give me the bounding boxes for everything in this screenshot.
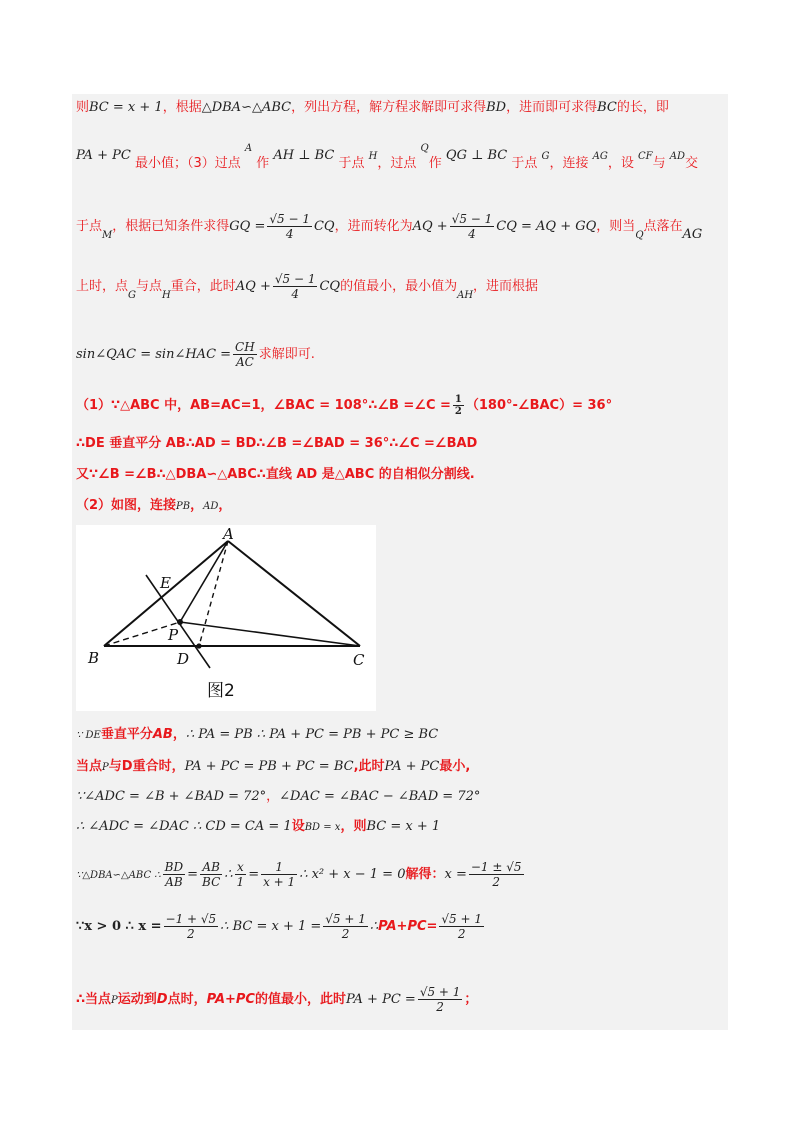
math-expr: A: [244, 143, 253, 154]
math-expr: CQ: [313, 219, 335, 234]
text: ，根据已知条件求得: [112, 219, 230, 234]
text: （2）如图，连接: [76, 498, 177, 513]
label-e: E: [160, 574, 171, 592]
text: 作: [256, 156, 270, 171]
text: 又∵∠B =∠B∴△DBA∽△ABC∴直线 AD 是△ABC 的自相似分割线.: [76, 467, 475, 482]
text: 则: [76, 100, 90, 115]
segment-ab: [104, 541, 228, 646]
text: ，列出方程，解方程求解即可求得: [291, 100, 487, 115]
text: ，过点: [377, 156, 417, 171]
text: 解得：: [405, 867, 445, 882]
math-expr: ∵ DE: [76, 730, 101, 741]
text: D: [156, 992, 168, 1007]
text: 最小,: [439, 759, 471, 774]
text: 点时，: [167, 992, 207, 1007]
label-a: A: [223, 525, 234, 543]
text-line-11: [76, 757, 728, 778]
math-expr: AH ⊥ BC: [273, 148, 335, 163]
text: 的值最小，此时: [254, 992, 346, 1007]
math-expr: sin∠QAC = sin∠HAC =: [76, 347, 232, 362]
math-expr: PA + PC: [76, 148, 131, 163]
label-d: D: [177, 650, 190, 668]
text-line-10: [76, 725, 728, 746]
math-expr: Q: [420, 143, 429, 154]
math-expr: BC = x + 1: [89, 100, 163, 115]
fraction: $\frac{BD}{AB}$: [164, 860, 184, 889]
text: ，进而即可求得: [506, 100, 598, 115]
text: D: [121, 759, 133, 774]
math-expr: ∴ x² + x − 1 = 0: [299, 867, 406, 882]
math-expr: Q: [635, 230, 644, 241]
text: 点落在: [643, 219, 683, 234]
text: ，则: [340, 819, 367, 834]
math-expr: PA + PC: [384, 759, 440, 774]
segment-ad-dashed: [199, 541, 228, 646]
text: ，进而转化为: [334, 219, 413, 234]
text-line-8: [76, 465, 728, 485]
text-line-4: [76, 272, 728, 301]
text: ，根据: [162, 100, 202, 115]
math-expr: CF: [638, 151, 653, 162]
text: 上时，点: [76, 279, 129, 294]
text: 当点: [76, 759, 103, 774]
text: 设: [291, 819, 305, 834]
text: （180°-∠BAC）= 36°: [465, 398, 613, 413]
text: 求解即可.: [258, 347, 315, 362]
text: ，则当: [596, 219, 636, 234]
math-expr: AD: [203, 501, 219, 512]
math-expr: ∴: [369, 919, 379, 934]
math-expr: ∴ BC = x + 1 =: [220, 919, 322, 934]
text: ，: [218, 498, 232, 513]
label-p: P: [168, 626, 179, 644]
math-expr: AG: [682, 227, 703, 242]
text-line-13: [76, 817, 728, 838]
math-expr: BD: [486, 100, 507, 115]
text: ；: [464, 992, 478, 1007]
fraction: $\frac{AB}{BC}$: [202, 860, 221, 889]
text: 于点: [338, 156, 365, 171]
math-expr: AQ +: [235, 279, 271, 294]
math-expr: AH: [457, 290, 474, 301]
text: 与点: [136, 279, 163, 294]
math-expr: M: [102, 230, 113, 241]
math-expr: ∵∠ADC = ∠B + ∠BAD = 72°: [76, 789, 267, 804]
fraction: $\frac{√5 - 1}{4}$: [269, 212, 310, 241]
text-line-9: [76, 496, 728, 517]
math-expr: P: [102, 762, 109, 773]
text-line-14: [76, 860, 728, 889]
fraction: $\frac{-1 + √5}{2}$: [165, 912, 217, 941]
math-expr: G: [128, 290, 137, 301]
text: 交: [685, 156, 699, 171]
text-line-2: [76, 143, 728, 171]
math-expr: PA + PC =: [345, 992, 416, 1007]
math-expr: AG: [592, 151, 608, 162]
text: PA+PC: [206, 992, 255, 1007]
text: 的值最小，最小值为: [340, 279, 458, 294]
segment-ap: [180, 541, 228, 622]
math-expr: QG ⊥ BC: [445, 148, 508, 163]
math-expr: ∴: [224, 867, 233, 882]
geometry-figure: [76, 525, 376, 711]
math-expr: BD = x: [304, 822, 341, 833]
text-line-3: [76, 212, 728, 241]
text: 垂直平分: [100, 727, 153, 742]
math-expr: ∵x > 0 ∴ x =: [76, 919, 162, 934]
math-expr: AQ +: [412, 219, 448, 234]
math-expr: H: [368, 151, 378, 162]
math-expr: =: [187, 867, 199, 882]
text: ，连接: [549, 156, 589, 171]
math-expr: ∴ ∠ADC = ∠DAC ∴ CD = CA = 1: [76, 819, 292, 834]
math-expr: CQ: [319, 279, 341, 294]
text: 重合，此时: [170, 279, 236, 294]
label-c: C: [353, 651, 365, 669]
fraction: $\frac{-1 \pm √5}{2}$: [470, 860, 522, 889]
math-expr: =: [248, 867, 260, 882]
fraction: $\frac{1}{x + 1}$: [263, 860, 296, 889]
text: AB: [152, 727, 173, 742]
fraction: $\frac{√5 + 1}{2}$: [441, 912, 483, 941]
fraction: $\frac{1}{2}$: [454, 394, 462, 417]
math-expr: ∵△DBA∽△ABC ∴: [76, 870, 161, 881]
text: PA+PC=: [378, 919, 438, 934]
figure-caption: 图2: [207, 681, 235, 701]
text: 的长，即: [616, 100, 669, 115]
math-expr: BC = x + 1: [366, 819, 441, 834]
fraction: $\frac{√5 + 1}{2}$: [419, 985, 461, 1014]
fraction: $\frac{√5 - 1}{4}$: [274, 272, 316, 301]
math-expr: BC: [597, 100, 617, 115]
text: 于点: [511, 156, 538, 171]
point-d: [196, 643, 201, 648]
math-expr: AD: [669, 151, 686, 162]
math-expr: PB: [176, 501, 191, 512]
math-expr: ∠DAC = ∠BAC − ∠BAD = 72°: [279, 789, 481, 804]
label-b: B: [88, 649, 100, 667]
math-expr: H: [162, 290, 171, 301]
text: 与: [652, 156, 666, 171]
text: 运动到: [117, 992, 157, 1007]
text: 作: [428, 156, 442, 171]
text: ，进而根据: [473, 279, 539, 294]
text: （1）∵△ABC 中，AB=AC=1，∠BAC = 108°∴∠B =∠C =: [76, 398, 451, 413]
fraction: $\frac{√5 + 1}{2}$: [325, 912, 366, 941]
math-expr: GQ =: [229, 219, 266, 234]
text-line-16: [76, 985, 728, 1014]
text-line-5: [76, 340, 728, 369]
text: 重合时，: [132, 759, 185, 774]
text-line-6: [76, 394, 728, 417]
text: ，: [172, 727, 186, 742]
text: ，: [266, 789, 280, 804]
text: 与: [108, 759, 122, 774]
text: ∴当点: [76, 992, 112, 1007]
math-expr: ∴ PA = PB ∴ PA + PC = PB + PC ≥ BC: [185, 727, 439, 742]
math-expr: P: [111, 995, 118, 1006]
math-expr: x =: [444, 867, 467, 882]
math-expr: G: [541, 151, 550, 162]
fraction: $\frac{√5 - 1}{4}$: [451, 212, 493, 241]
math-expr: PA + PC = PB + PC = BC: [184, 759, 354, 774]
text-line-15: [76, 912, 728, 941]
text: ，: [190, 498, 204, 513]
text: 于点: [76, 219, 103, 234]
text: 最小值；（3）过点: [134, 156, 241, 171]
math-expr: △DBA∽△ABC: [201, 100, 292, 115]
text: ，设: [607, 156, 634, 171]
fraction: $\frac{CH}{AC}$: [235, 340, 255, 369]
text-line-1: [76, 98, 728, 118]
point-p: [177, 619, 183, 625]
triangle-diagram: [76, 525, 376, 711]
text-line-7: [76, 434, 728, 454]
text: ∴DE 垂直平分 AB∴AD = BD∴∠B =∠BAD = 36°∴∠C =∠BAD: [76, 436, 478, 451]
fraction: $\frac{x}{1}$: [236, 860, 245, 889]
text-line-12: [76, 787, 728, 807]
math-expr: CQ = AQ + GQ: [496, 219, 597, 234]
text: ,此时: [353, 759, 385, 774]
